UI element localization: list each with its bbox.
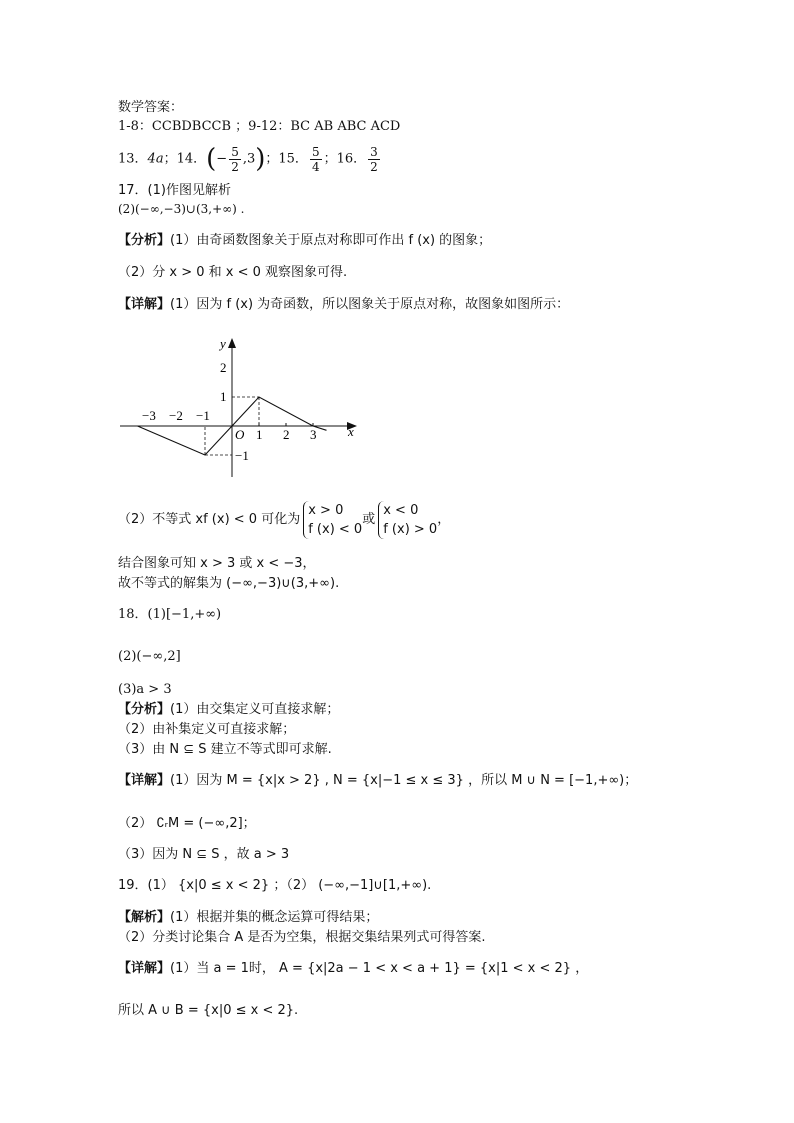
detail-tag: 【详解】 (118, 297, 171, 312)
or-word: 或 (362, 512, 376, 527)
analysis-tag: 【解析】 (118, 910, 171, 925)
x-tick-label: 3 (310, 427, 317, 442)
q16-num: 3 (370, 144, 378, 159)
analysis-text: (1）由奇函数图象关于原点对称即可作出 f (x) 的图象； (170, 233, 492, 248)
q15-fraction (310, 145, 322, 174)
q15-num: 5 (311, 144, 320, 159)
analysis-tag: 【分析】 (118, 233, 171, 248)
y-tick-label: 2 (220, 360, 227, 375)
system-1 (303, 501, 362, 539)
q18-answer-1: 18．(1)[−1,+∞) (118, 607, 222, 622)
y-tick-label: 1 (220, 389, 227, 404)
q17-answer-1: 17．(1)作图见解析 (118, 183, 231, 198)
q19-answer: 19．(1） {x|0 ≤ x < 2} ；（2） (−∞,−1]∪[1,+∞). (118, 878, 432, 893)
system-2-b: f (x) > 0 (383, 521, 438, 537)
system-1-b: f (x) < 0 (308, 521, 363, 537)
q17-answer-2: (2)(−∞,−3)∪(3,+∞) . (118, 202, 245, 216)
q17-analysis-1 (118, 232, 491, 250)
q18-analysis-2: （2）由补集定义可直接求解； (118, 722, 296, 737)
function-graph (118, 335, 368, 480)
answer-title: 数学答案： (118, 100, 184, 115)
q18-detail-2: （2） ∁ᵣM = (−∞,2]； (118, 816, 256, 831)
q14-fraction (229, 145, 241, 174)
y-axis-label: y (220, 336, 226, 351)
x-tick-label: 1 (256, 427, 263, 442)
q18-analysis-1 (118, 701, 339, 719)
detail-tag: 【详解】 (118, 773, 171, 788)
q17-analysis-2: （2）分 x > 0 和 x < 0 观察图象可得. (118, 265, 348, 280)
q13-value: 4a (147, 151, 164, 167)
x-axis-label: x (348, 424, 354, 439)
q18-detail-1 (118, 772, 637, 790)
q17-inequality (118, 500, 450, 540)
analysis-text: (1）由交集定义可直接求解； (170, 702, 340, 717)
fill-in-answers: 13．4a；14．(− $\frac{5}{2}$ ,3)；15． $\frac{5}{4}$ ；16． $\frac{3}{2}$ (118, 144, 378, 174)
system-1-a: x > 0 (308, 502, 344, 518)
q14-den: 2 (231, 159, 239, 174)
q16-den: 2 (370, 159, 378, 174)
x-tick-label: −1 (196, 408, 210, 423)
system-2 (378, 501, 437, 539)
detail-text: (1）因为 M = {x|x > 2} , N = {x|−1 ≤ x ≤ 3} ，所以 M ∪ N = [−1,+∞)； (170, 773, 638, 788)
q15-den: 4 (311, 159, 320, 174)
q19-analysis-2: （2）分类讨论集合 A 是否为空集，根据交集结果列式可得答案. (118, 930, 486, 945)
q17-combine: 结合图象可知 x > 3 或 x < −3， (118, 556, 316, 571)
detail-tag: 【详解】 (118, 961, 171, 976)
x-tick-label: 2 (283, 427, 290, 442)
detail-text: (1）因为 f (x) 为奇函数，所以图象关于原点对称，故图象如图所示： (170, 297, 570, 312)
q18-answer-2: (2)(−∞,2] (118, 649, 181, 664)
origin-label: O (235, 427, 245, 442)
q14-label: ；14． (163, 151, 207, 167)
q14-num: 5 (231, 144, 239, 159)
q17-solution: 故不等式的解集为 (−∞,−3)∪(3,+∞). (118, 576, 340, 591)
q17-detail-1 (118, 296, 569, 314)
q19-detail-1 (118, 960, 588, 978)
system-2-a: x < 0 (383, 502, 419, 518)
q18-analysis-3: （3）由 N ⊆ S 建立不等式即可求解. (118, 742, 332, 757)
ineq-prefix: （2）不等式 xf (x) < 0 可化为 (118, 512, 301, 527)
q16-fraction (368, 145, 380, 174)
q18-answer-3: (3)a > 3 (118, 682, 172, 697)
analysis-tag: 【分析】 (118, 702, 171, 717)
choice-answers: 1-8：CCBDBCCB ；9-12：BC AB ABC ACD (118, 119, 401, 134)
q14-rest: ,3 (242, 151, 256, 167)
sys-end: ， (437, 512, 451, 527)
detail-text: (1）当 a = 1时， A = {x|2a − 1 < x < a + 1} = {x|1 < x < 2} ， (170, 961, 589, 976)
q15-label: ；15． (265, 151, 308, 167)
q13-label: 13． (118, 151, 148, 167)
y-tick-label: −1 (235, 448, 249, 463)
q19-detail-2: 所以 A ∪ B = {x|0 ≤ x < 2}. (118, 1003, 299, 1018)
x-tick-label: −2 (169, 408, 183, 423)
q18-detail-3: （3）因为 N ⊆ S ，故 a > 3 (118, 847, 290, 862)
x-tick-label: −3 (142, 408, 156, 423)
q19-analysis-1 (118, 909, 378, 927)
q16-label: ；16． (323, 151, 367, 167)
analysis-text: (1）根据并集的概念运算可得结果； (170, 910, 379, 925)
